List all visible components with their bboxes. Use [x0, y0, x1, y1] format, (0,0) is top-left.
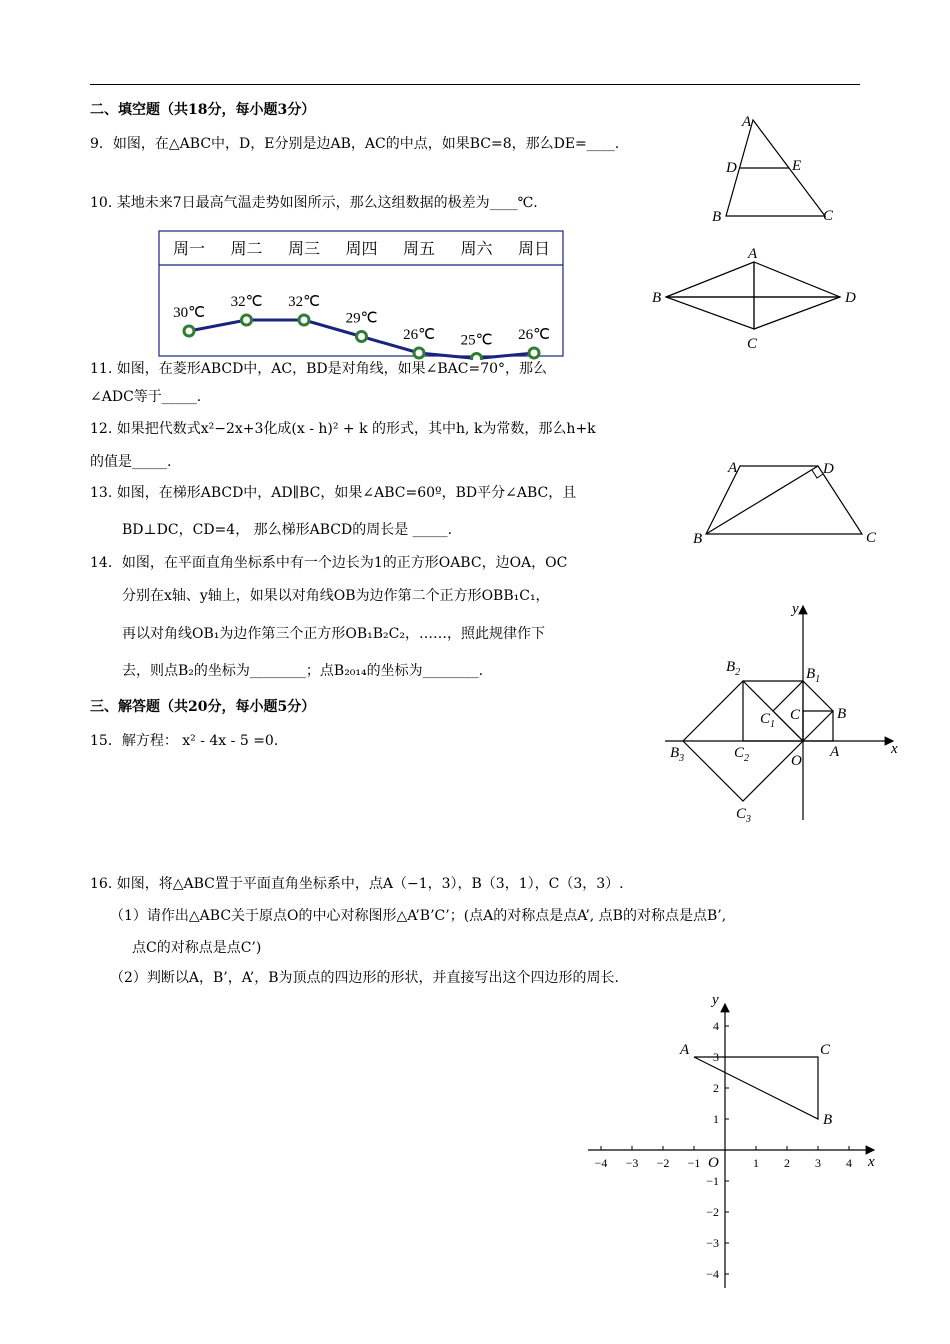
svg-text:B2: $B_2$	[726, 659, 741, 678]
svg-text:y: y	[792, 601, 799, 617]
svg-text:D: D	[726, 160, 737, 176]
temperature-point-1	[242, 315, 252, 325]
temperature-label-5: 25℃	[460, 332, 493, 349]
question-12-line2: 的值是_____.	[90, 454, 172, 470]
triangle-figure	[700, 108, 850, 230]
temperature-point-3	[357, 332, 367, 342]
question-13-line1: 13. 如图，在梯形ABCD中，AD∥BC，如果∠ABC=60º，BD平分∠ABC，且	[90, 485, 577, 501]
svg-text:C: C	[790, 707, 801, 723]
x-tick-label-2: −2	[656, 1156, 670, 1170]
svg-text:B: B	[693, 531, 703, 547]
svg-text:D: D	[823, 461, 834, 477]
squares-figure	[660, 598, 910, 830]
question-12-line1: 12. 如果把代数式x²−2x+3化成(x - h)² + k 的形式，其中h, k为常数，那么h+k	[90, 421, 596, 437]
question-10: 10. 某地未来7日最高气温走势如图所示，那么这组数据的极差为____℃.	[90, 195, 538, 211]
temperature-point-0	[184, 326, 194, 336]
y-tick-label-2: 2	[713, 1081, 719, 1095]
svg-text:O: O	[708, 1155, 719, 1171]
svg-text:x: x	[868, 1154, 875, 1170]
question-14-line2: 分别在x轴、y轴上，如果以对角线OB为边作第二个正方形OBB₁C₁，	[122, 588, 550, 604]
y-tick-label-6: −3	[706, 1236, 719, 1250]
question-16-line2: （1）请作出△ABC关于原点O的中心对称图形△A’B’C’；(点A的对称点是点A’, 点B的对称点是点B’,	[110, 908, 727, 924]
svg-text:B: B	[823, 1112, 833, 1128]
y-tick-label-1: 3	[713, 1050, 719, 1064]
temperature-label-3: 29℃	[345, 310, 378, 327]
y-tick-label-5: −2	[706, 1205, 719, 1219]
day-label-6: 周日	[517, 239, 551, 258]
question-13-line2: BD⊥DC，CD=4， 那么梯形ABCD的周长是 _____.	[122, 522, 453, 538]
svg-text:A: A	[830, 744, 840, 760]
day-label-2: 周三	[287, 239, 321, 258]
section-3-title: 三、解答题（共20分，每小题5分）	[90, 699, 316, 715]
temperature-chart	[158, 230, 566, 360]
temperature-label-2: 32℃	[288, 294, 320, 310]
temperature-label-4: 26℃	[403, 327, 435, 343]
question-14-line3: 再以对角线OB₁为边作第三个正方形OB₁B₂C₂，……，照此规律作下	[122, 626, 545, 642]
x-tick-label-3: −1	[687, 1156, 701, 1170]
day-label-5: 周六	[460, 239, 493, 258]
svg-text:C1: $C_1$	[760, 711, 776, 730]
y-tick-label-4: −1	[706, 1174, 719, 1188]
x-tick-label-6: 3	[815, 1156, 821, 1170]
svg-text:B3: $B_3$	[670, 745, 685, 764]
question-16-line4: （2）判断以A，B’，A’，B为顶点的四边形的形状，并直接写出这个四边形的周长.	[110, 970, 619, 986]
temperature-point-4	[414, 348, 424, 358]
trapezoid-figure	[690, 456, 890, 552]
question-14-line1: 14．如图，在平面直角坐标系中有一个边长为1的正方形OABC，边OA，OC	[90, 555, 568, 571]
question-15: 15．解方程： x² - 4x - 5 =0.	[90, 733, 279, 749]
svg-text:E: E	[792, 158, 802, 174]
temperature-label-0: 30℃	[173, 305, 205, 321]
temperature-point-6	[529, 348, 539, 358]
svg-text:D: D	[845, 290, 856, 306]
svg-text:B: B	[712, 209, 722, 225]
svg-text:y: y	[712, 992, 719, 1008]
temperature-label-1: 32℃	[230, 294, 263, 310]
svg-text:C: C	[866, 530, 877, 546]
svg-text:C: C	[823, 208, 834, 224]
y-tick-label-3: 1	[713, 1112, 719, 1126]
x-tick-label-4: 1	[753, 1156, 759, 1170]
coordinate-grid-figure	[584, 992, 884, 1292]
svg-text:A: A	[728, 460, 738, 476]
svg-text:O: O	[791, 753, 802, 769]
temperature-label-6: 26℃	[518, 327, 550, 343]
svg-text:x: x	[891, 741, 898, 757]
rhombus-figure	[648, 244, 868, 356]
question-11-line2: ∠ADC等于_____.	[90, 389, 202, 405]
svg-text:C3: $C_3$	[736, 806, 752, 825]
svg-text:B1: $B_1$	[806, 666, 821, 685]
svg-text:C2: $C_2$	[734, 745, 750, 764]
svg-text:A: A	[748, 246, 758, 262]
svg-text:A: A	[742, 114, 752, 130]
y-tick-label-0: 4	[713, 1019, 719, 1033]
x-tick-label-1: −3	[625, 1156, 639, 1170]
day-label-3: 周四	[345, 239, 378, 258]
section-2-title: 二、填空题（共18分，每小题3分）	[90, 102, 316, 118]
x-tick-label-0: −4	[594, 1156, 608, 1170]
x-tick-label-7: 4	[846, 1156, 852, 1170]
day-label-1: 周二	[230, 239, 263, 258]
y-tick-label-7: −4	[706, 1267, 719, 1281]
temperature-point-2	[299, 315, 309, 325]
question-14-line4: 去，则点B₂的坐标为________；点B₂₀₁₄的坐标为________.	[122, 663, 484, 679]
svg-text:B: B	[652, 290, 662, 306]
question-11-line1: 11. 如图，在菱形ABCD中，AC，BD是对角线，如果∠BAC=70°，那么	[90, 361, 548, 377]
question-16-line3: 点C的对称点是点C’)	[132, 940, 262, 956]
x-tick-label-5: 2	[784, 1156, 790, 1170]
svg-text:C: C	[820, 1042, 831, 1058]
top-rule	[90, 84, 860, 85]
svg-text:A: A	[680, 1042, 690, 1058]
day-label-0: 周一	[172, 239, 206, 258]
day-label-4: 周五	[402, 239, 436, 258]
question-16-line1: 16. 如图，将△ABC置于平面直角坐标系中，点A（−1，3），B（3，1），C（3，3）.	[90, 876, 624, 892]
svg-text:C: C	[747, 336, 758, 352]
question-9: 9．如图，在△ABC中，D，E分别是边AB，AC的中点，如果BC=8，那么DE=____.	[90, 136, 620, 152]
svg-text:B: B	[837, 706, 847, 722]
